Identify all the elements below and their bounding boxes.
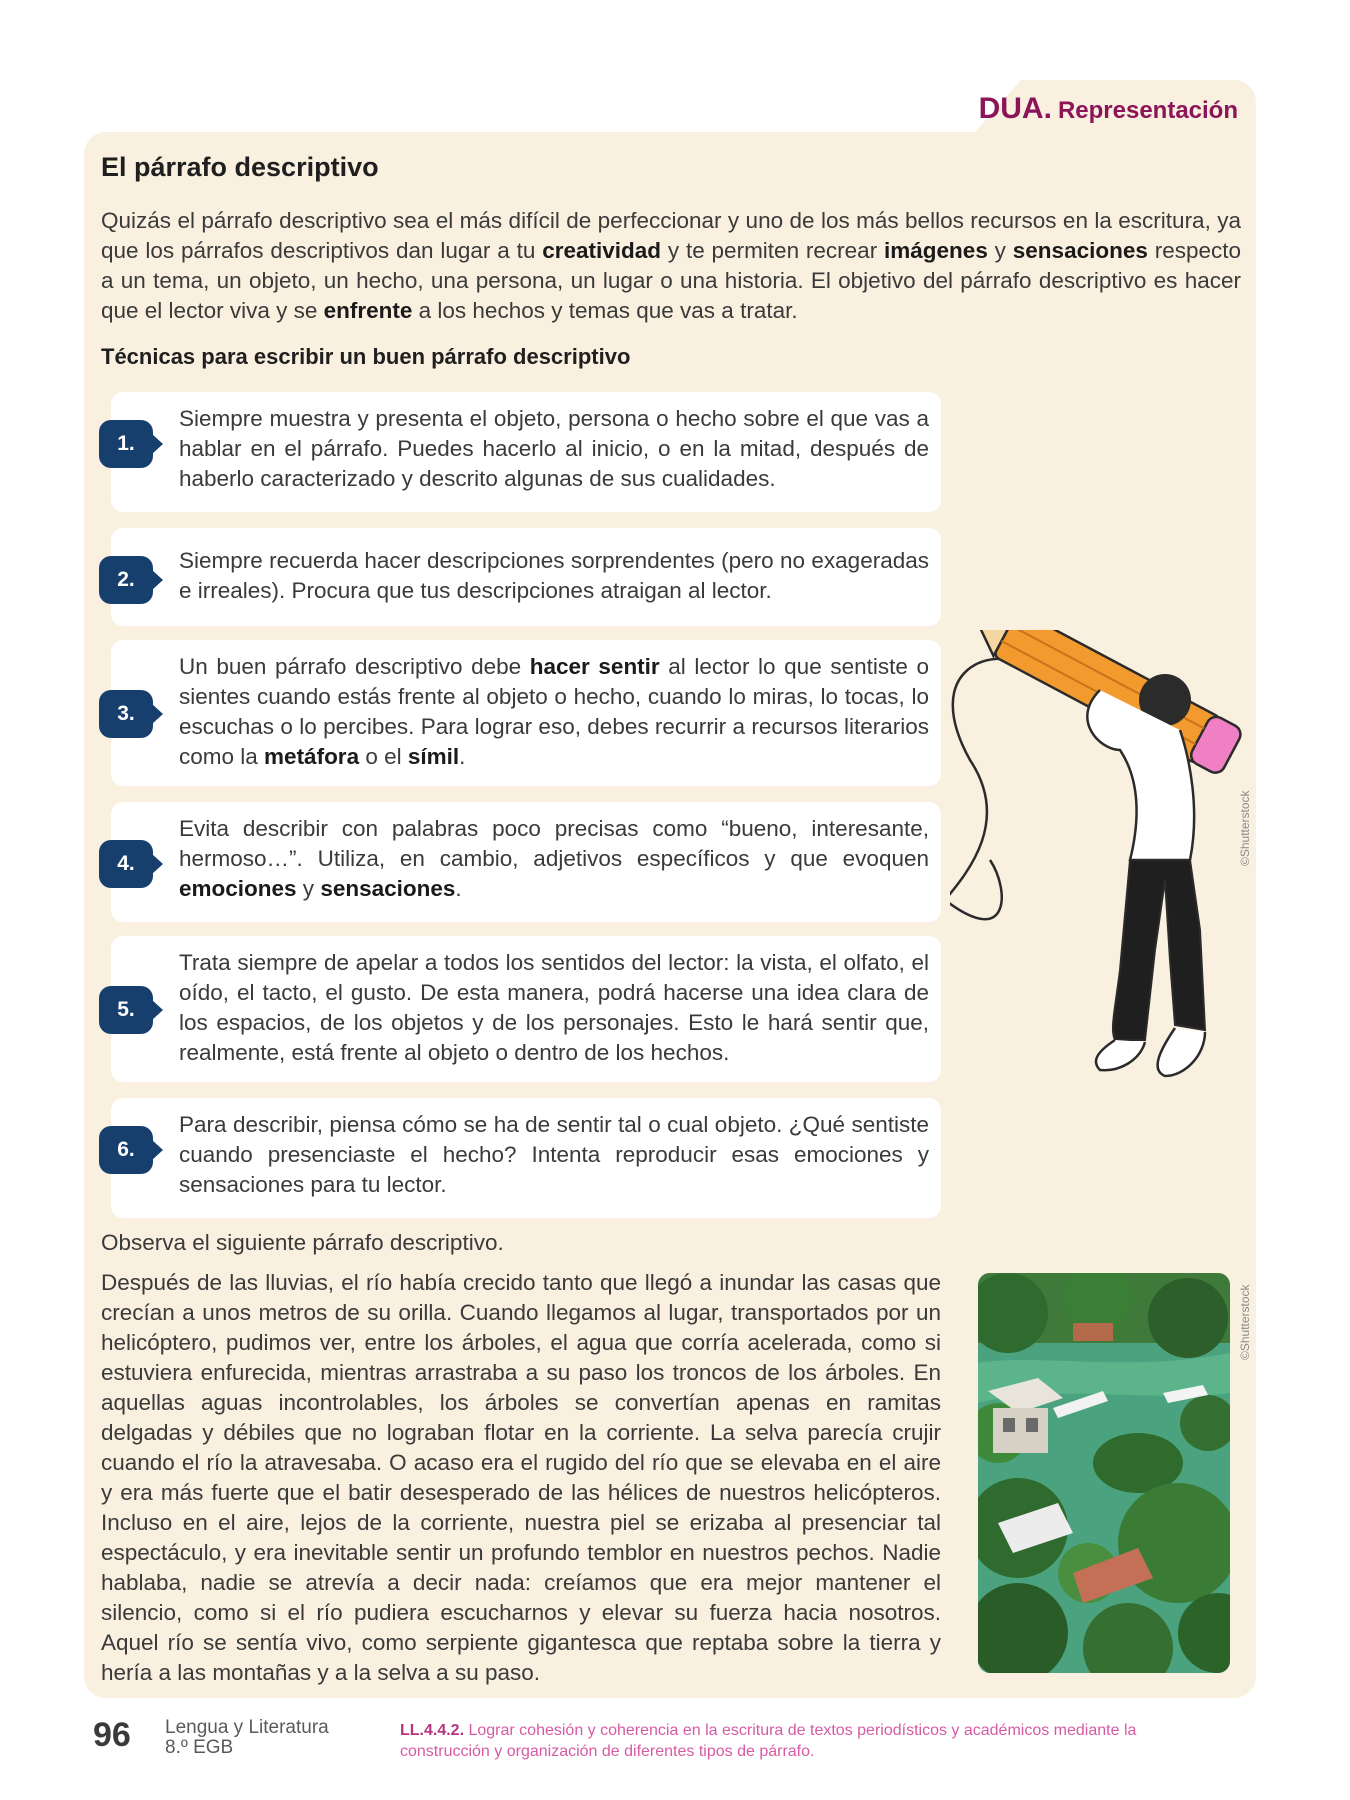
technique-text (179, 1110, 929, 1200)
technique-item (111, 640, 941, 786)
technique-item (111, 802, 941, 922)
technique-text (179, 652, 929, 772)
technique-item (111, 936, 941, 1082)
text-run: . (459, 744, 466, 769)
technique-item (111, 528, 941, 626)
text-run: respecto a un tema, un objeto, un hecho, una persona, un lugar o una historia. El objetivo del párrafo descriptivo es hacer que el lector viva y se (101, 238, 1241, 323)
text-run: Siempre recuerda hacer descripciones sorprendentes (pero no exageradas e irreales). Procura que tus descripciones atraigan al lector. (179, 548, 929, 603)
emphasis-text: emociones (179, 876, 297, 901)
technique-text (179, 404, 929, 494)
illustration-credit: ©Shutterstock (1238, 790, 1252, 866)
technique-number-badge: 2. (99, 556, 153, 604)
photo-credit: ©Shutterstock (1238, 1284, 1252, 1360)
curriculum-standard (400, 1720, 1180, 1762)
pencil-person-illustration (950, 630, 1280, 1100)
text-run: Quizás el párrafo descriptivo sea el más difícil de perfeccionar y uno de los más bellos recursos en la escritura, ya que los párrafos descriptivos dan lugar a tu (101, 208, 1241, 263)
text-run: Evita describir con palabras poco precisas como “bueno, interesante, hermoso…”. Utiliza, en cambio, adjetivos específicos y que evoquen (179, 816, 929, 871)
text-run: . (455, 876, 462, 901)
standard-text: Lograr cohesión y coherencia en la escritura de textos periodísticos y académicos mediante la construcción y organización de diferentes tipos de párrafo. (400, 1722, 1137, 1760)
text-run: Un buen párrafo descriptivo debe (179, 654, 530, 679)
text-run: Siempre muestra y presenta el objeto, persona o hecho sobre el que vas a hablar en el párrafo. Puedes hacerlo al inicio, o en la mitad, después de haberlo caracterizado y descrito algunas de sus cualidades. (179, 406, 929, 491)
standard-code: LL.4.4.2. (400, 1722, 465, 1739)
technique-number-badge: 4. (99, 840, 153, 888)
subject-name: Lengua y Literatura (165, 1717, 329, 1738)
flood-photo (978, 1273, 1230, 1673)
observe-label: Observa el siguiente párrafo descriptivo. (101, 1230, 504, 1255)
text-run: a los hechos y temas que vas a tratar. (412, 298, 798, 323)
example-paragraph: Después de las lluvias, el río había crecido tanto que llegó a inundar las casas que crecían a unos metros de su orilla. Cuando llegamos al lugar, transportados por un helicóptero, pudimos ver, entre los árboles, el agua que corría acelerada, como si estuviera enfurecida, mientras arrastraba a su paso los troncos de los árboles. En aquellas aguas incontrolables, los árboles se convertían apenas en ramitas delgadas y débiles que no lograban flotar en la corriente. La selva parecía crujir cuando el río la atravesaba. O acaso era el rugido del río que se elevaba en el aire y era más fuerte que el batir desesperado de las hélices de nuestros helicópteros. Incluso en el aire, lejos de la corriente, nuestra piel se erizaba al presenciar tal espectáculo, y era inevitable sentir un profundo temblor en nuestros pechos. Nadie hablaba, nadie se atrevía a decir nada: creíamos que era mejor mantener el silencio, como si el río pudiera escucharnos y elevar su fuerza hacia nosotros. Aquel río se sentía vivo, como serpiente gigantesca que reptaba sobre la tierra y hería a las montañas y a la selva a su paso. (101, 1270, 941, 1685)
dua-label: DUA. (978, 92, 1052, 125)
text-run: y te permiten recrear (661, 238, 885, 263)
emphasis-text: enfrente (323, 298, 413, 323)
emphasis-text: símil (407, 744, 460, 769)
text-run: y (987, 238, 1013, 263)
technique-number-badge: 3. (99, 690, 153, 738)
text-run: y (296, 876, 321, 901)
dua-type: Representación (1057, 97, 1238, 124)
emphasis-text: hacer sentir (529, 654, 660, 679)
technique-text (179, 948, 929, 1068)
technique-number-badge: 1. (99, 420, 153, 468)
technique-text (179, 546, 929, 606)
grade-level: 8.º EGB (165, 1737, 234, 1758)
technique-item (111, 392, 941, 512)
emphasis-text: sensaciones (1012, 238, 1148, 263)
technique-number-badge: 6. (99, 1126, 153, 1174)
subject-info (165, 1718, 329, 1758)
text-run: Trata siempre de apelar a todos los sentidos del lector: la vista, el olfato, el oído, el tacto, el gusto. De esta manera, podrá hacerse una idea clara de los espacios, de los objetos y de los personajes. Esto le hará sentir que, realmente, está frente al objeto o dentro de los hechos. (179, 950, 929, 1065)
dua-header (979, 92, 1238, 126)
emphasis-text: metáfora (264, 744, 360, 769)
text-run: o el (359, 744, 408, 769)
techniques-subtitle: Técnicas para escribir un buen párrafo descriptivo (101, 344, 631, 369)
emphasis-text: imágenes (884, 238, 988, 263)
text-run: Para describir, piensa cómo se ha de sentir tal o cual objeto. ¿Qué sentiste cuando presenciaste el hecho? Intenta reproducir esas emociones y sensaciones para tu lector. (179, 1112, 929, 1197)
section-title: El párrafo descriptivo (101, 152, 379, 182)
emphasis-text: sensaciones (320, 876, 456, 901)
emphasis-text: creatividad (542, 238, 662, 263)
text-run: al lector lo que sentiste o sientes cuando estás frente al objeto o hecho, cuando lo miras, lo tocas, lo escuchas o lo percibes. Para lograr eso, debes recurrir a recursos literarios como la (179, 654, 929, 769)
technique-number-badge: 5. (99, 986, 153, 1034)
technique-text (179, 814, 929, 904)
page-number: 96 (93, 1716, 131, 1754)
technique-item (111, 1098, 941, 1218)
intro-paragraph (101, 206, 1241, 326)
